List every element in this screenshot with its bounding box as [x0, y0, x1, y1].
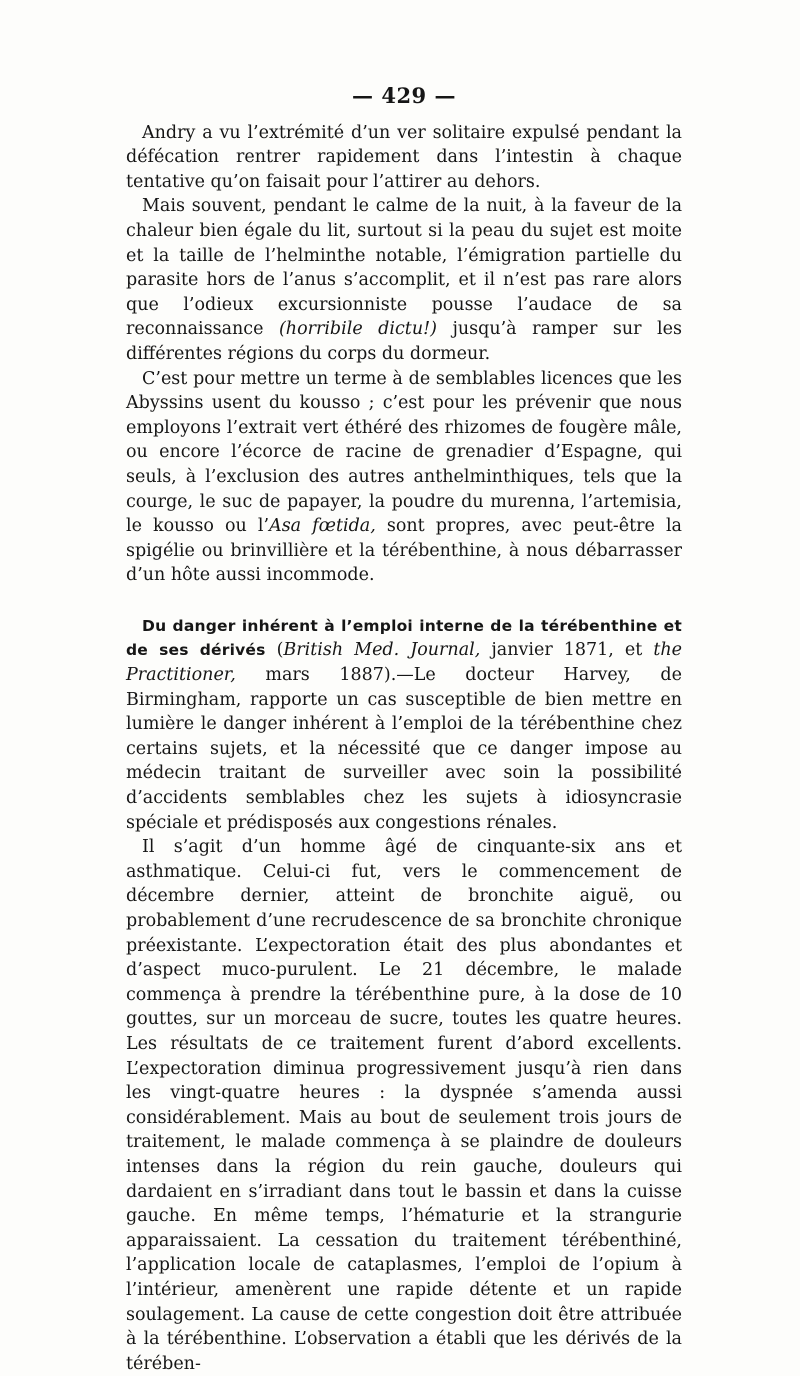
paragraph-abyssins	[126, 367, 682, 588]
section-terebenthine	[126, 614, 682, 835]
paragraph-italic: Asa fœtida,	[269, 516, 376, 537]
paragraph-text: Il s’agit d’un homme âgé de cinquante-six ans et asthmatique. Celui-ci fut, vers le commencement de décembre dernier, atteint de bronchite aiguë, ou probablement d’une recrudescence de sa bronchite chronique préexistante. L’expectoration était des plus abondantes et d’aspect muco-purulent. Le 21 décembre, le malade commença à prendre la térébenthine pure, à la dose de 10 gouttes, sur un morceau de sucre, toutes les quatre heures. Les résultats de ce traitement furent d’abord excellents. L’expectoration diminua progressivement jusqu’à rien dans les vingt-quatre heures : la dyspnée s’amenda aussi considérablement. Mais au bout de seulement trois jours de traitement, le malade commença à se plaindre de douleurs intenses dans la région du rein gauche, douleurs qui dardaient en s’irradiant dans tout le bassin et dans la cuisse gauche. En même temps, l’hématurie et la strangurie apparaissaient. La cessation du traitement térébenthiné, l’application locale de cataplasmes, l’emploi de l’opium à l’intérieur, amenèrent une rapide détente et un rapide soulagement. La cause de cette congestion doit être attribuée à la térébenthine. L’observation a établi que les dérivés de la térében-	[126, 837, 682, 1374]
paragraph-nuit	[126, 194, 682, 366]
paragraph-text: Mais souvent, pendant le calme de la nuit, à la faveur de la chaleur bien égale du lit, surtout si la peau du sujet est moite et la taille de l’helminthe notable, l’émigration partielle du parasite hors de l’anus s’accomplit, et il n’est pas rare alors que l’odieux excursionniste pousse l’audace de sa reconnaissance	[126, 196, 682, 340]
paragraph-text-after: jusqu’à ramper sur les différentes régions du corps du dormeur.	[126, 319, 682, 364]
paragraph-text: C’est pour mettre un terme à de semblables licences que les Abyssins usent du kousso ; c’est pour les prévenir que nous employons l’extrait vert éthéré des rhizomes de fougère mâle, ou encore l’écorce de racine de grenadier d’Espagne, qui seuls, à l’exclusion des autres anthelminthiques, tels que la courge, le suc de papayer, la poudre du murenna, l’artemisia, le kousso ou l’	[126, 368, 682, 537]
journal-practitioner: the Practitioner,	[126, 640, 682, 686]
paragraph-text: Andry a vu l’extrémité d’un ver solitaire expulsé pendant la défécation rentrer rapidement dans l’intestin à chaque tentative qu’on faisait pour l’attirer au dehors.	[126, 122, 682, 192]
page-number: — 429 —	[352, 83, 456, 108]
paragraph-text-after: sont propres, avec peut-être la spigélie ou brinvillière et la térébenthine, à nous débarrasser d’un hôte aussi incommode.	[126, 516, 682, 586]
section-body: —Le docteur Harvey, de Birmingham, rapporte un cas susceptible de bien mettre en lumière le danger inhérent à l’emploi de la térébenthine chez certains sujets, et la nécessité que ce danger impose au médecin traitant de surveiller avec soin la possibilité d’accidents semblables chez les sujets à idiosyncrasie spéciale et prédisposés aux congestions rénales.	[126, 665, 682, 833]
section-heading: Du danger inhérent à l’emploi interne de la térébenthine et de ses dérivés	[126, 616, 682, 660]
paragraph-case-report	[126, 835, 682, 1376]
journal-date-1: janvier 1871, et	[491, 640, 643, 661]
paragraph-andry	[126, 121, 682, 195]
journal-date-2: mars 1887).	[265, 665, 397, 686]
book-page	[126, 84, 682, 1376]
journal-british-med: British Med. Journal,	[283, 640, 481, 661]
paragraph-italic: (horribile dictu!)	[278, 319, 437, 340]
source-open: (	[276, 640, 284, 661]
